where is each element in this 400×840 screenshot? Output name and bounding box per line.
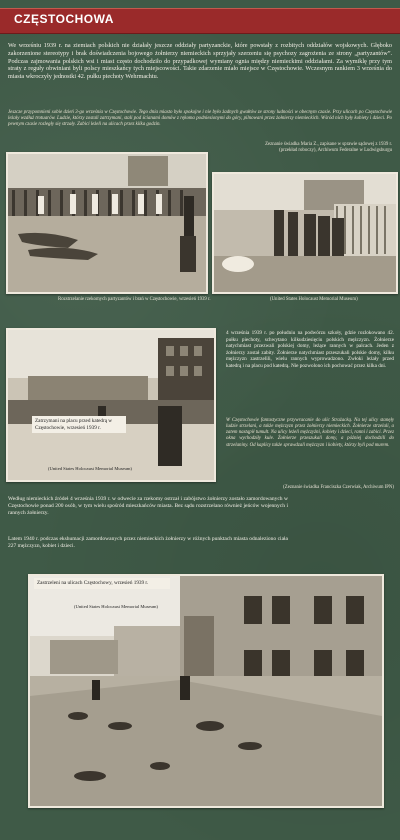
photo-cathedral-square-image (8, 330, 214, 480)
photo-1-credit: (United States Holocaust Memorial Museum) (270, 297, 358, 302)
intro-paragraph: We wrześniu 1939 r. na ziemiach polskich nie działały jeszcze oddziały partyzanckie, które powstały z rozbitych oddziałów wojskowych. Głęboko zakorzenione stereotypy i brak doświadczenia bojowego żołnierzy niemieckich sprzyjały szerzeniu się psychozy zagrożenia ze strony „partyzantów”. Podczas zajmowania polskich wsi i miast często dochodziło do przypadkowej wymiany ognia między niemieckimi oddziałami. Za wymiklę przy tym straty z reguły obwiniani byli polscy mieszkańcy tych miejscowości. Takie zdarzenie miało miejsce w Częstochowie. Wczesnym rankiem 3 września do miasta wkroczyły jednostki 42. pułku piechoty Wehrmachtu. (8, 42, 392, 80)
photo-cathedral-credit: (United States Holocaust Memorial Museum) (48, 466, 132, 471)
photo-execution (6, 152, 208, 294)
photo-soldiers (212, 172, 398, 294)
photo-execution-image (8, 154, 206, 292)
right-column-paragraph: 4 września 1939 r. po południu na podwórzu szkoły, gdzie rozlokowano 42. pułku piechoty, schwytano kilkudziesięciu polskich mężczyzn. Żołnierze natychmiast przezwali polskiej domy, leżące rannych w palcach. Jeden z żołnierzy został zabity. Żołnierze natychmiast przeszukali polskie domy, kilku mężczyzn zastrzelili, wielu rannych wyprowadzono. Zwłoki leżały przed katedrą i na placu pod katedrą. Nie pozwolono ich pochować przez kilka dni. (226, 330, 394, 369)
photo-cathedral-square (6, 328, 216, 482)
paragraph-4: Latem 1940 r. podczas ekshumacji zamordowanych przez niemieckich żołnierzy w różnych punktach miasta odnaleziono ciała 227 mężczyzn, kobiet i dzieci. (8, 536, 288, 549)
paragraph-3: Według niemieckich źródeł 4 września 1939 r. w odwecie za rzekomy ostrzał i zabójstwo żołnierzy zostało zamordowanych w Częstochowie ponad 200 osób, w tym wielu spośród mieszkańców miasta. Bez sądu rozstrzelano również jeńców wojennych i rannych żołnierzy. (8, 496, 288, 516)
page-title: CZĘSTOCHOWA (14, 12, 114, 26)
quote-1: Jeszcze przypomnieni sobie dzień 3-go września w Częstochowie. Tego dnia miasto było spokojne i nie było żadnych gwałtów ze strony ludności w obecnym czasie. Przy ulicach po Częstochowie leżały wzdłuż trotuarów. Ludzie, którzy zostali zatrzymani, stali pod ścianami domów z rękoma podniesionymi do góry, pilnowani przez żołnierzy niemieckich. Wśród nich były kobiety i dzieci. Po pewnym czasie rozległy się strzały. Zabici leżeli na ulicach przez kilka godzin. (8, 110, 392, 128)
photo-street (28, 574, 384, 808)
photo-street-image (30, 576, 382, 806)
quote-2-source: (Zeznanie świadka Franciszka Czerwiak, Archiwum IPN) (283, 485, 394, 490)
photo-cathedral-caption: Zatrzymani na placu przed katedrą w Częstochowie, wrzesień 1939 r. (32, 416, 126, 433)
header-bar (0, 8, 400, 34)
photo-soldiers-image (214, 174, 396, 292)
photo-street-credit: (United States Holocaust Memorial Museum) (74, 604, 158, 609)
quote-2: W Częstochowie fantastyczne przywracanie do ulic Strażacką. Na tej ulicy stanęły ludzie strzelani, a także mężczyzn przez żołnierzy niemieckich. Żołnierze strzelali, a zatem nastąpił tumult. Na ulicy leżeli mężczyźni, kobiety i dzieci, ranni i zabici. Przez okna wychodziły kule. Żołnierze przeszukali domy, a później dochodzili do strzelaniny. Od kaplicy także sprawdzali mężczyzn i kobiety, którzy byli pod murem. (226, 418, 394, 448)
photo-street-caption: Zastrzeleni na ulicach Częstochowy, wrzesień 1939 r. (34, 578, 170, 589)
photo-1-caption: Rozstrzelanie rzekomych partyzantów i brań w Częstochowie, wrzesień 1939 r. (58, 297, 211, 302)
quote-1-source: Zeznanie świadka Maria Z., zapisane w sprawie sądowej z 1939 r. (przekład roboczy), Archiwum Federalne w Ludwigsburgu (265, 142, 392, 153)
